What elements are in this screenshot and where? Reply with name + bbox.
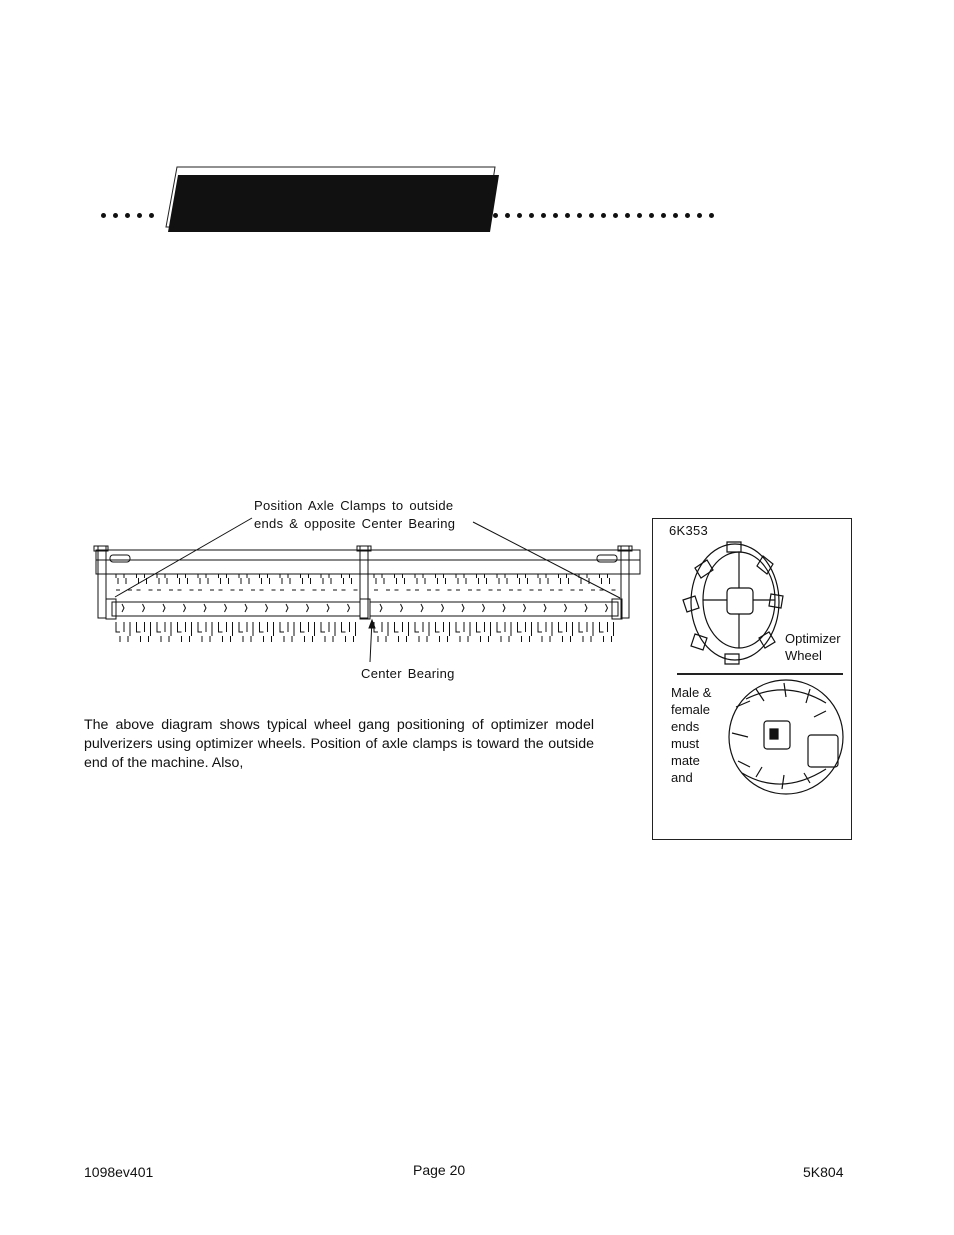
axle-tube-left [112,602,360,616]
end-bracket-left [98,546,106,618]
gang-wheel [477,574,493,642]
leader-line-left [115,518,252,597]
body-paragraph: The above diagram shows typical wheel gang positioning of optimizer model pulverizers using optimizer wheels. Position of axle clamps is toward the outside end of the machine. Also, [84,717,594,771]
gang-wheel [342,574,358,642]
gang-wheel [559,574,575,642]
gang-wheel [374,574,390,642]
gang-wheel [137,574,153,642]
gang-wheel [157,574,173,642]
frame-slot-right [597,555,617,562]
axle-tube-right [370,602,618,616]
gang-wheel [497,574,513,642]
note-line: mate [671,753,700,768]
optimizer-wheel-label [785,630,841,664]
gang-wheel [260,574,276,642]
inset-part-code: 6K353 [669,523,709,538]
gang-wheel [321,574,337,642]
gang-wheel [456,574,472,642]
gang-wheel [395,574,411,642]
gang-wheel [415,574,431,642]
note-line: Male & [671,685,712,700]
wheel-label-line-1: Optimizer [785,631,841,646]
optimizer-wheel-drawing [675,538,785,666]
gang-wheel [280,574,296,642]
mating-ends-note [671,684,729,786]
gang-wheel [538,574,554,642]
frame-slot-left [110,555,130,562]
gang-wheel [239,574,255,642]
header-dot-leader-left [101,213,161,221]
wheel-hub-detail-drawing [726,677,846,797]
wheel-label-line-2: Wheel [785,648,822,663]
gang-wheel [518,574,534,642]
note-line: female [671,702,711,717]
note-line: must [671,736,700,751]
footer-page-number: Page 20 [413,1162,466,1178]
gang-wheel [116,574,132,642]
gang-wheel [198,574,214,642]
header-dot-leader-right [493,213,721,221]
gang-wheel [178,574,194,642]
note-line: and [671,770,693,785]
gang-wheel [436,574,452,642]
section-header-tab [160,165,505,237]
note-line: ends [671,719,700,734]
gang-wheel [219,574,235,642]
callout-line-1: Position Axle Clamps to outside [254,498,454,513]
callout-line-2: ends & opposite Center Bearing [254,516,456,531]
footer-doc-code: 1098ev401 [84,1164,154,1180]
center-bracket [360,546,368,618]
wheel-gang-diagram [80,500,660,670]
gang-wheel [600,574,616,642]
footer-part-number: 5K804 [803,1164,844,1180]
inset-divider [677,673,843,675]
center-bearing-label: Center Bearing [361,666,455,681]
gang-wheel [301,574,317,642]
